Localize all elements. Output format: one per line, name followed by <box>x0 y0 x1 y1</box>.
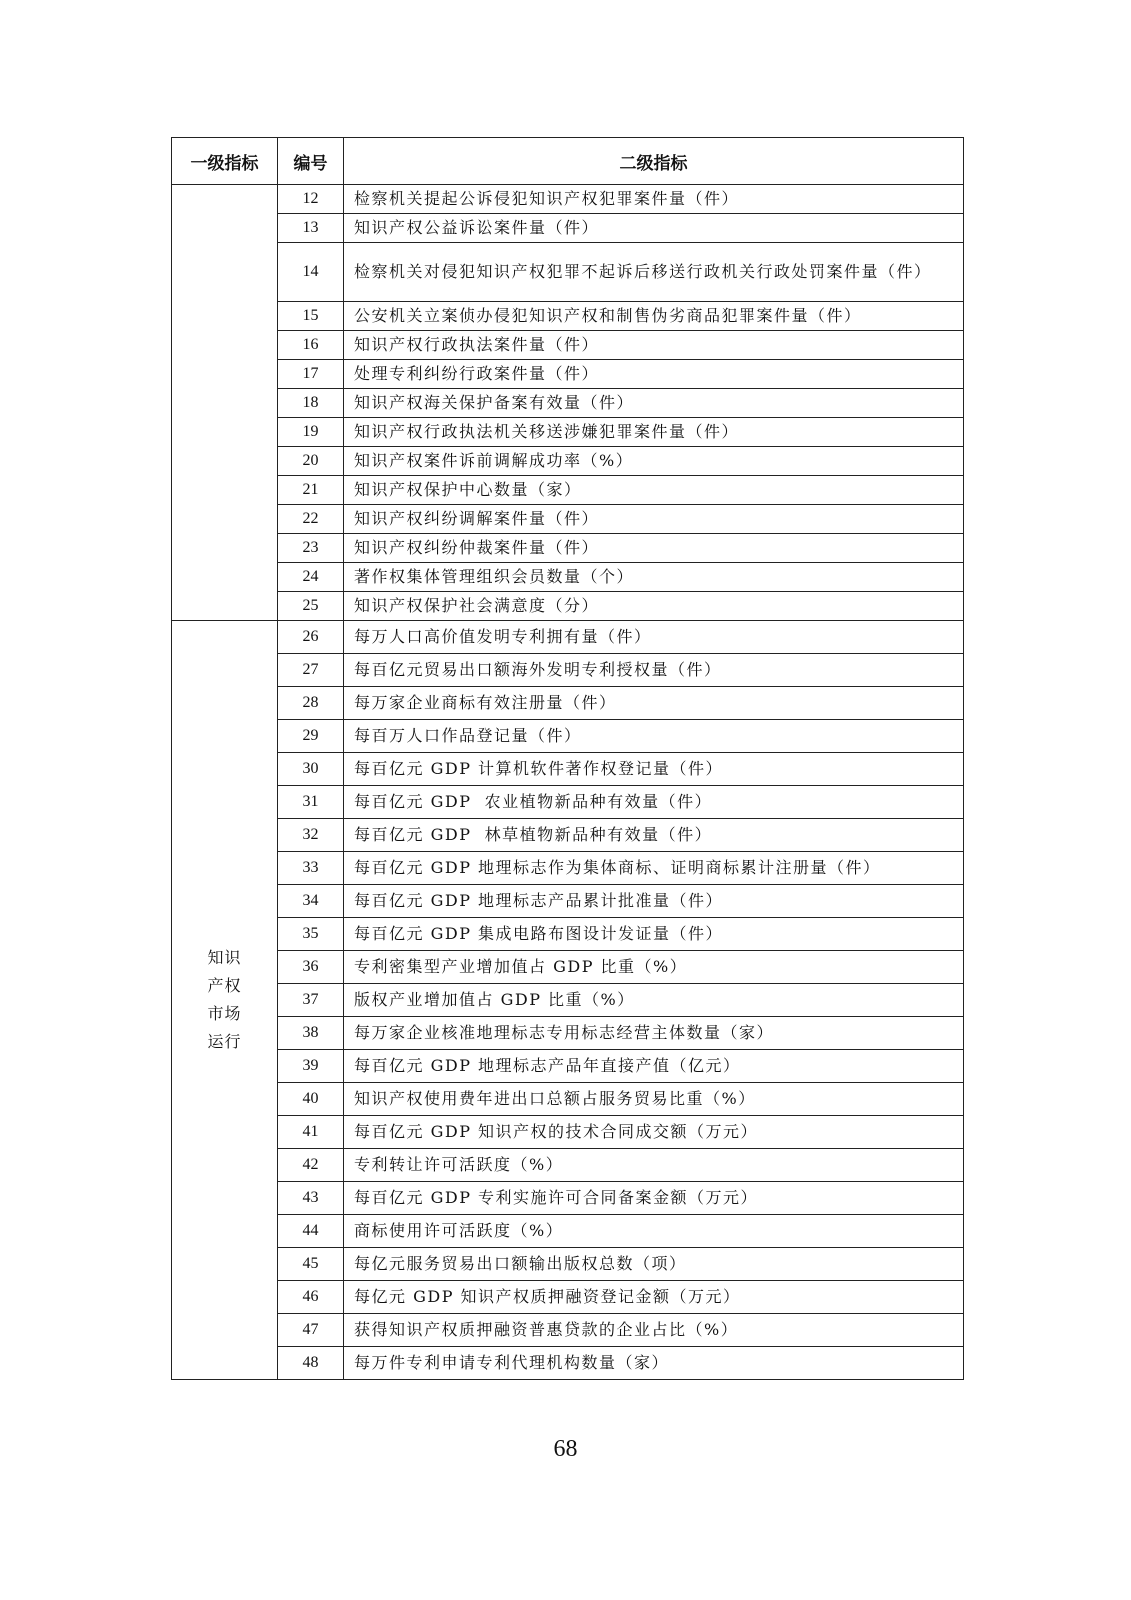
level2-indicator: 每百亿元 GDP 集成电路布图设计发证量（件） <box>344 918 964 951</box>
row-number: 20 <box>278 447 344 476</box>
row-number: 48 <box>278 1347 344 1380</box>
level2-indicator: 知识产权案件诉前调解成功率（%） <box>344 447 964 476</box>
row-number: 43 <box>278 1182 344 1215</box>
row-number: 42 <box>278 1149 344 1182</box>
table-row <box>172 418 964 447</box>
level1-category-cell: 知识 产权 市场 运行 <box>172 621 278 1380</box>
level2-indicator: 每亿元 GDP 知识产权质押融资登记金额（万元） <box>344 1281 964 1314</box>
level2-indicator: 每百亿元 GDP 专利实施许可合同备案金额（万元） <box>344 1182 964 1215</box>
table-row <box>172 852 964 885</box>
row-number: 31 <box>278 786 344 819</box>
level2-indicator: 专利密集型产业增加值占 GDP 比重（%） <box>344 951 964 984</box>
level2-indicator: 检察机关提起公诉侵犯知识产权犯罪案件量（件） <box>344 185 964 214</box>
row-number: 21 <box>278 476 344 505</box>
row-number: 37 <box>278 984 344 1017</box>
page-number: 68 <box>553 1436 578 1462</box>
row-number: 35 <box>278 918 344 951</box>
row-number: 14 <box>278 243 344 302</box>
row-number: 39 <box>278 1050 344 1083</box>
row-number: 36 <box>278 951 344 984</box>
table-row <box>172 476 964 505</box>
table-row <box>172 1017 964 1050</box>
table-row <box>172 753 964 786</box>
table-row <box>172 389 964 418</box>
row-number: 12 <box>278 185 344 214</box>
row-number: 13 <box>278 214 344 243</box>
level2-indicator: 每百亿元 GDP 林草植物新品种有效量（件） <box>344 819 964 852</box>
row-number: 15 <box>278 302 344 331</box>
row-number: 45 <box>278 1248 344 1281</box>
header-level1: 一级指标 <box>172 138 278 185</box>
table-row <box>172 185 964 214</box>
table-row <box>172 1083 964 1116</box>
row-number: 32 <box>278 819 344 852</box>
row-number: 38 <box>278 1017 344 1050</box>
table-row <box>172 1116 964 1149</box>
level2-indicator: 著作权集体管理组织会员数量（个） <box>344 563 964 592</box>
row-number: 47 <box>278 1314 344 1347</box>
table-row <box>172 331 964 360</box>
row-number: 44 <box>278 1215 344 1248</box>
row-number: 30 <box>278 753 344 786</box>
row-number: 34 <box>278 885 344 918</box>
table-row <box>172 918 964 951</box>
row-number: 17 <box>278 360 344 389</box>
level2-indicator: 每百亿元 GDP 农业植物新品种有效量（件） <box>344 786 964 819</box>
level2-indicator: 知识产权纠纷调解案件量（件） <box>344 505 964 534</box>
table-row <box>172 654 964 687</box>
table-row <box>172 1347 964 1380</box>
table-row <box>172 1182 964 1215</box>
table-row <box>172 360 964 389</box>
table-row <box>172 534 964 563</box>
row-number: 18 <box>278 389 344 418</box>
level2-indicator: 每百万人口作品登记量（件） <box>344 720 964 753</box>
row-number: 46 <box>278 1281 344 1314</box>
table-row <box>172 885 964 918</box>
table-row <box>172 1248 964 1281</box>
header-level2: 二级指标 <box>344 138 964 185</box>
table-row <box>172 447 964 476</box>
level1-category-cell <box>172 185 278 621</box>
indicator-table <box>171 137 964 1380</box>
level2-indicator: 知识产权保护中心数量（家） <box>344 476 964 505</box>
level2-indicator: 知识产权行政执法案件量（件） <box>344 331 964 360</box>
header-number: 编号 <box>278 138 344 185</box>
row-number: 19 <box>278 418 344 447</box>
level2-indicator: 知识产权纠纷仲裁案件量（件） <box>344 534 964 563</box>
level2-indicator: 知识产权保护社会满意度（分） <box>344 592 964 621</box>
level2-indicator: 每百亿元 GDP 计算机软件著作权登记量（件） <box>344 753 964 786</box>
table-row <box>172 214 964 243</box>
level2-indicator: 检察机关对侵犯知识产权犯罪不起诉后移送行政机关行政处罚案件量（件） <box>344 243 964 302</box>
row-number: 28 <box>278 687 344 720</box>
table-row <box>172 984 964 1017</box>
row-number: 27 <box>278 654 344 687</box>
level2-indicator: 版权产业增加值占 GDP 比重（%） <box>344 984 964 1017</box>
table-row <box>172 505 964 534</box>
table-row <box>172 243 964 302</box>
table-row <box>172 1215 964 1248</box>
table-row <box>172 621 964 654</box>
level2-indicator: 知识产权公益诉讼案件量（件） <box>344 214 964 243</box>
level2-indicator: 获得知识产权质押融资普惠贷款的企业占比（%） <box>344 1314 964 1347</box>
level2-indicator: 专利转让许可活跃度（%） <box>344 1149 964 1182</box>
table-row <box>172 951 964 984</box>
table-row <box>172 720 964 753</box>
table-row <box>172 302 964 331</box>
level2-indicator: 知识产权使用费年进出口总额占服务贸易比重（%） <box>344 1083 964 1116</box>
table-row <box>172 1281 964 1314</box>
table-header-row <box>172 138 964 185</box>
level2-indicator: 每亿元服务贸易出口额输出版权总数（项） <box>344 1248 964 1281</box>
row-number: 16 <box>278 331 344 360</box>
table-row <box>172 786 964 819</box>
table-row <box>172 563 964 592</box>
table-row <box>172 819 964 852</box>
row-number: 25 <box>278 592 344 621</box>
level2-indicator: 每万人口高价值发明专利拥有量（件） <box>344 621 964 654</box>
level2-indicator: 每百亿元贸易出口额海外发明专利授权量（件） <box>344 654 964 687</box>
row-number: 23 <box>278 534 344 563</box>
level2-indicator: 每万家企业商标有效注册量（件） <box>344 687 964 720</box>
table-row <box>172 592 964 621</box>
row-number: 29 <box>278 720 344 753</box>
level2-indicator: 商标使用许可活跃度（%） <box>344 1215 964 1248</box>
level2-indicator: 每百亿元 GDP 地理标志作为集体商标、证明商标累计注册量（件） <box>344 852 964 885</box>
row-number: 40 <box>278 1083 344 1116</box>
level2-indicator: 每百亿元 GDP 地理标志产品累计批准量（件） <box>344 885 964 918</box>
level2-indicator: 知识产权海关保护备案有效量（件） <box>344 389 964 418</box>
level2-indicator: 每百亿元 GDP 知识产权的技术合同成交额（万元） <box>344 1116 964 1149</box>
table-row <box>172 1149 964 1182</box>
row-number: 41 <box>278 1116 344 1149</box>
row-number: 22 <box>278 505 344 534</box>
level2-indicator: 每百亿元 GDP 地理标志产品年直接产值（亿元） <box>344 1050 964 1083</box>
row-number: 33 <box>278 852 344 885</box>
table-row <box>172 1314 964 1347</box>
row-number: 26 <box>278 621 344 654</box>
level2-indicator: 每万家企业核准地理标志专用标志经营主体数量（家） <box>344 1017 964 1050</box>
level2-indicator: 处理专利纠纷行政案件量（件） <box>344 360 964 389</box>
table-row <box>172 1050 964 1083</box>
level2-indicator: 知识产权行政执法机关移送涉嫌犯罪案件量（件） <box>344 418 964 447</box>
level2-indicator: 每万件专利申请专利代理机构数量（家） <box>344 1347 964 1380</box>
level2-indicator: 公安机关立案侦办侵犯知识产权和制售伪劣商品犯罪案件量（件） <box>344 302 964 331</box>
table-row <box>172 687 964 720</box>
row-number: 24 <box>278 563 344 592</box>
